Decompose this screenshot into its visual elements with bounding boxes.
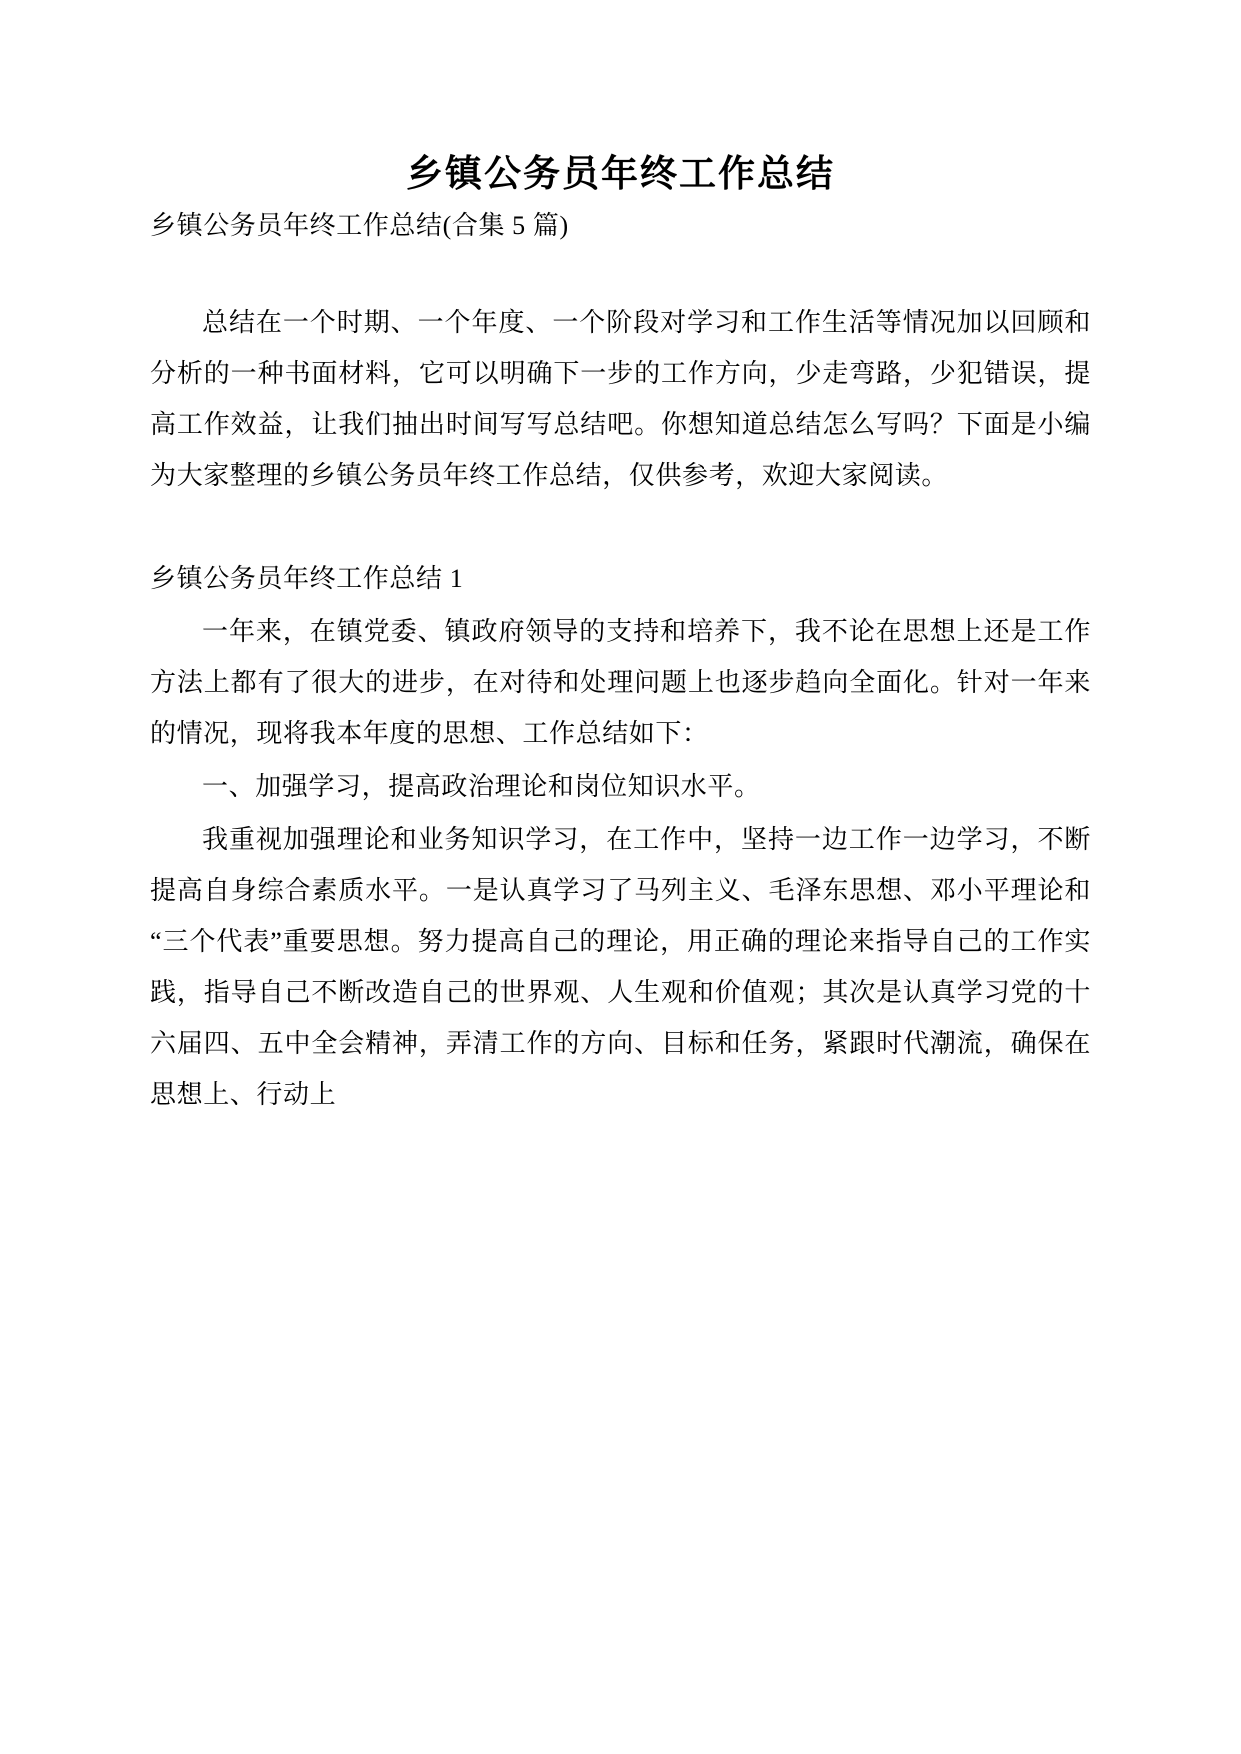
section-heading: 乡镇公务员年终工作总结 1 (150, 563, 464, 593)
body-paragraph-2: 一、加强学习，提高政治理论和岗位知识水平。 (202, 771, 761, 801)
intro-paragraph: 总结在一个时期、一个年度、一个阶段对学习和工作生活等情况加以回顾和分析的一种书面材料，它可以明确下一步的工作方向，少走弯路，少犯错误，提高工作效益，让我们抽出时间写写总结吧。你想知道总结怎么写吗？下面是小编为大家整理的乡镇公务员年终工作总结，仅供参考，欢迎大家阅读。 (150, 307, 1091, 490)
body-paragraph-1: 一年来，在镇党委、镇政府领导的支持和培养下，我不论在思想上还是工作方法上都有了很大的进步，在对待和处理问题上也逐步趋向全面化。针对一年来的情况，现将我本年度的思想、工作总结如下： (150, 616, 1091, 748)
body-paragraph-3: 我重视加强理论和业务知识学习，在工作中，坚持一边工作一边学习，不断提高自身综合素质水平。一是认真学习了马列主义、毛泽东思想、邓小平理论和“三个代表”重要思想。努力提高自己的理论，用正确的理论来指导自己的工作实践，指导自己不断改造自己的世界观、人生观和价值观；其次是认真学习党的十六届四、五中全会精神，弄清工作的方向、目标和任务，紧跟时代潮流，确保在思想上、行动上 (150, 824, 1091, 1109)
page-title: 乡镇公务员年终工作总结 (406, 152, 835, 195)
document-subtitle: 乡镇公务员年终工作总结(合集 5 篇) (150, 210, 569, 240)
